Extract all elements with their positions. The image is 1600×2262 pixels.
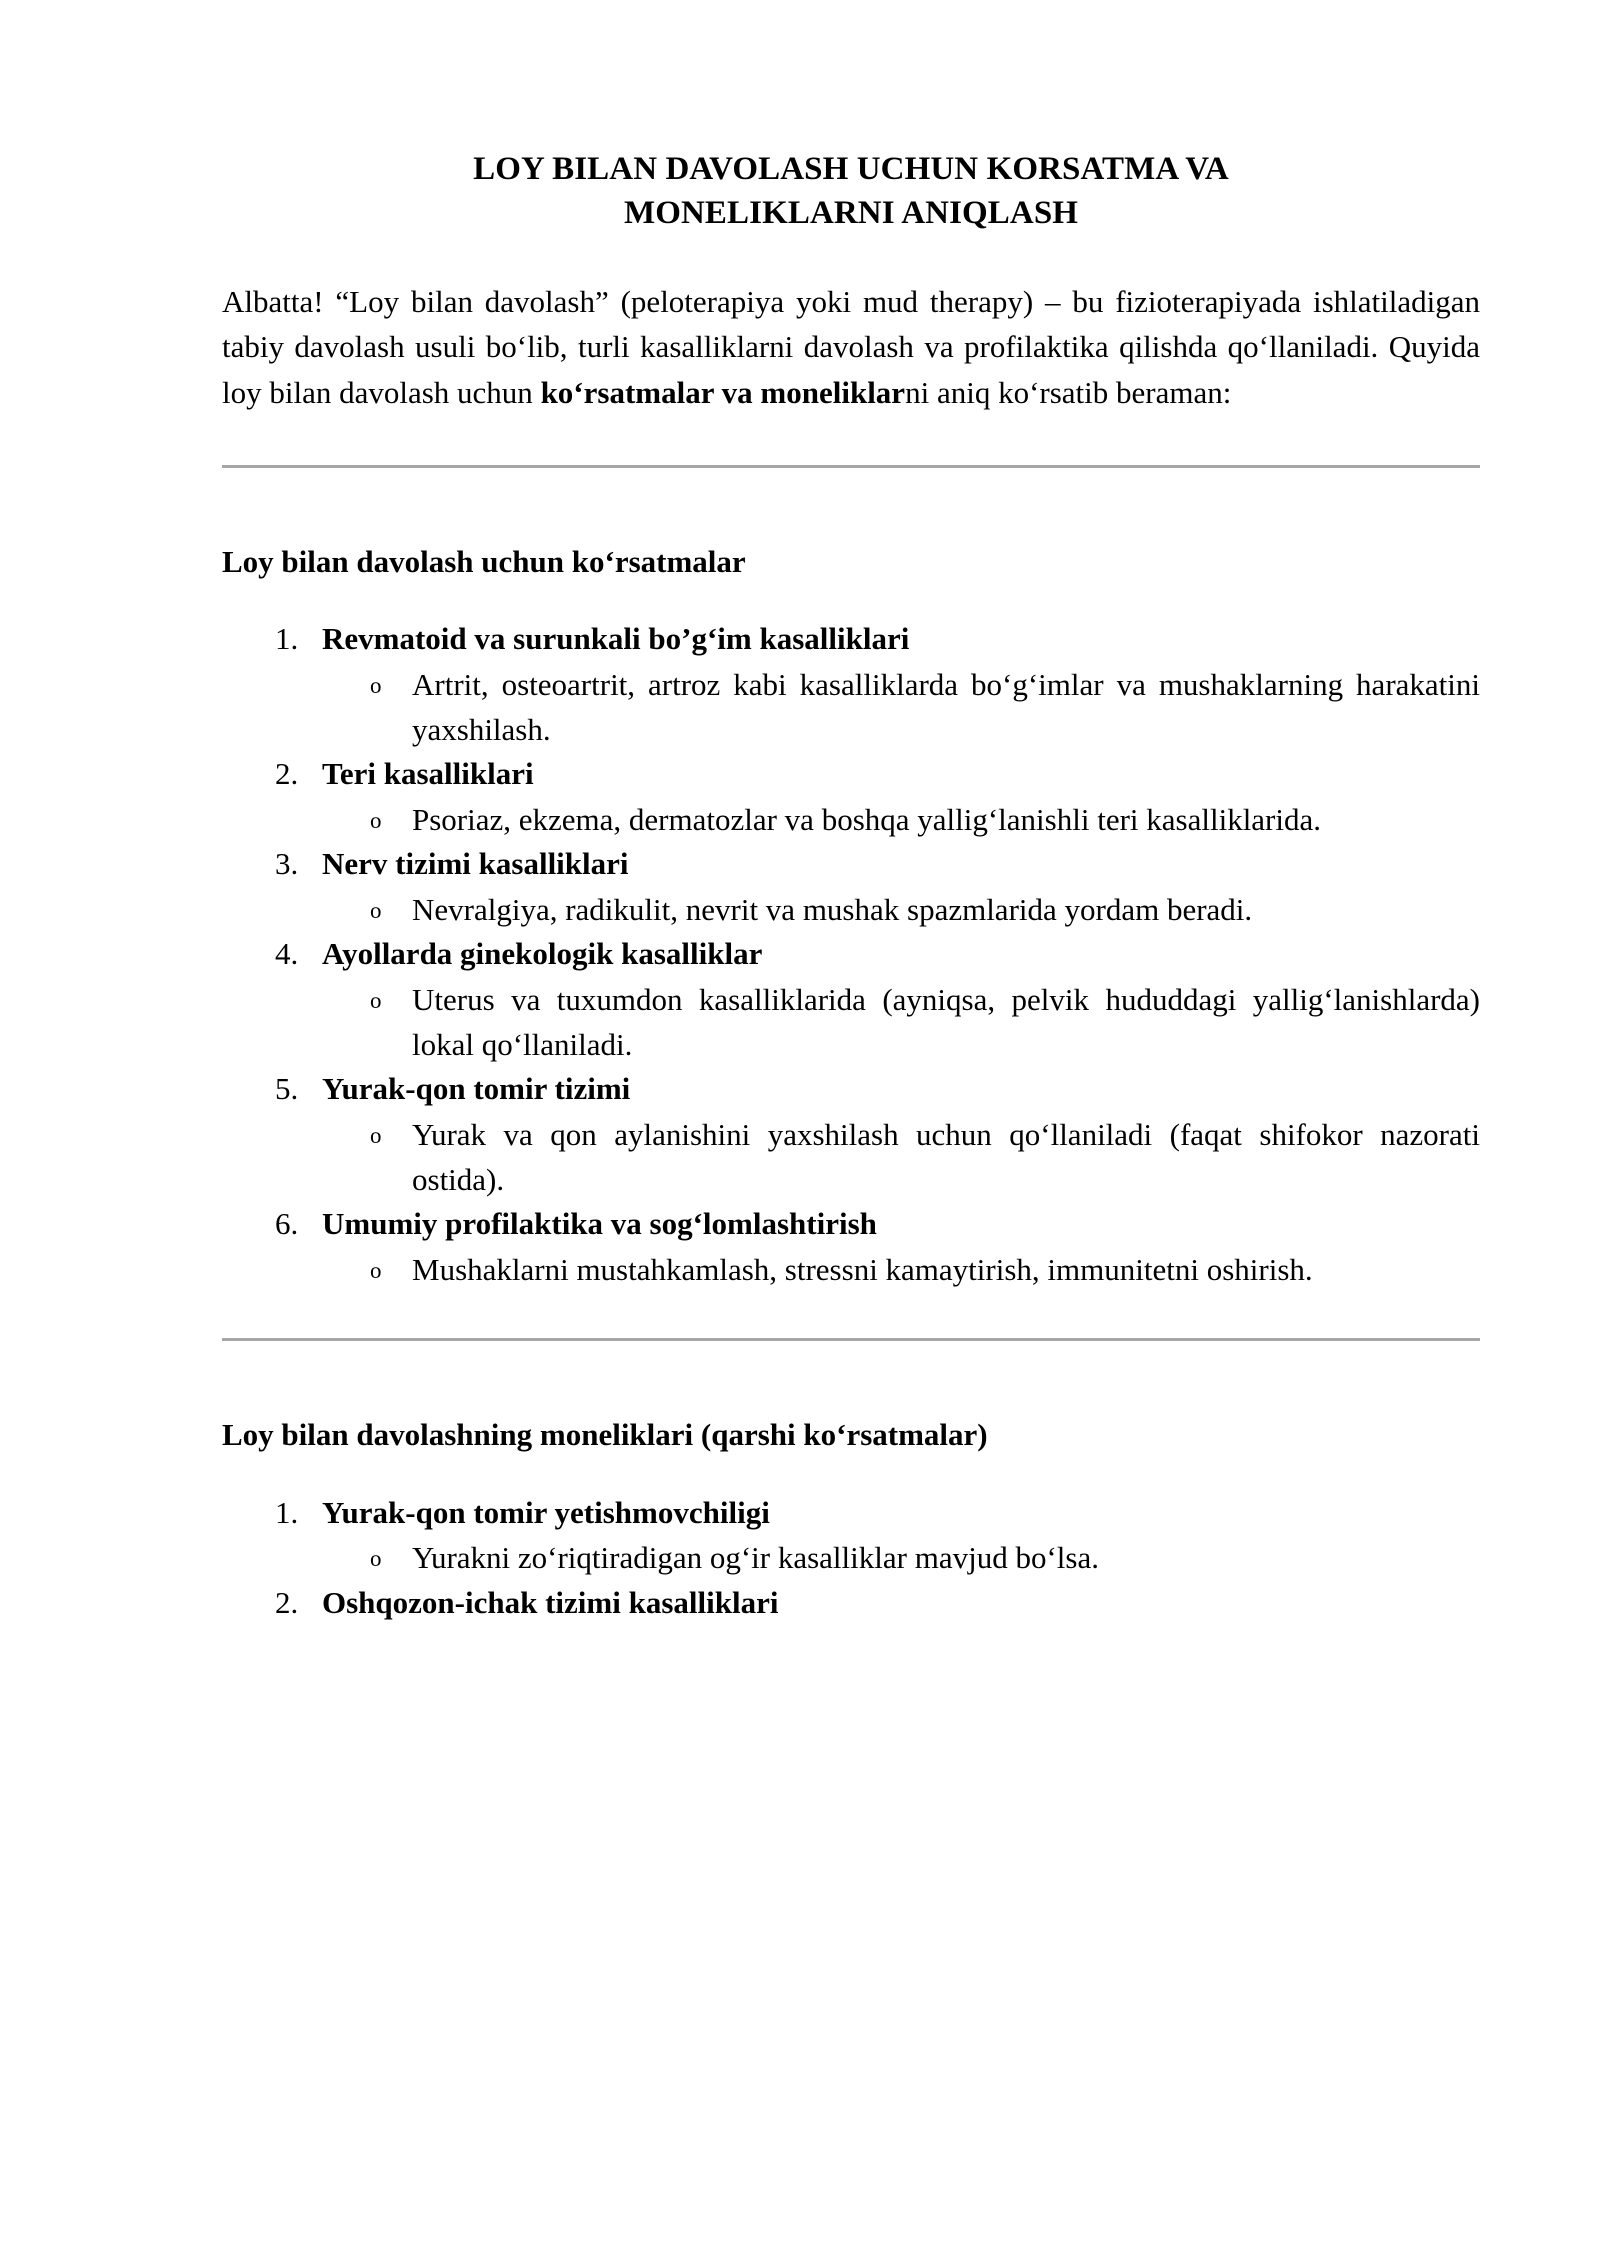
list-item <box>222 1067 1480 1202</box>
sub-bullet-marker: o <box>370 1546 382 1572</box>
contraindications-list <box>222 1457 1480 1626</box>
sub-list <box>322 1535 1480 1580</box>
intro-bold-phrase: ko‘rsatmalar va moneliklar <box>540 374 906 410</box>
list-item-title: Ayollarda ginekologik kasalliklar <box>322 936 763 972</box>
section-heading-indications: Loy bilan davolash uchun ko‘rsatmalar <box>222 543 746 579</box>
list-item-title: Yurak-qon tomir tizimi <box>322 1071 631 1107</box>
sub-list-item-text: Uterus va tuxumdon kasalliklarida (ayniqsa, pelvik hududdagi yallig‘lanishlarda) lokal qo‘llaniladi. <box>412 981 1480 1062</box>
section-heading-contraindications: Loy bilan davolashning moneliklari (qarshi ko‘rsatmalar) <box>222 1417 988 1453</box>
list-item <box>222 842 1480 932</box>
list-item-title: Yurak-qon tomir yetishmovchiligi <box>322 1494 770 1530</box>
list-item <box>222 752 1480 842</box>
list-item-number: 3. <box>275 846 299 882</box>
sub-list <box>322 977 1480 1068</box>
sub-bullet-marker: o <box>370 807 382 833</box>
sub-list-item-text: Yurak va qon aylanishini yaxshilash uchun qo‘llaniladi (faqat shifokor nazorati ostida). <box>412 1116 1480 1198</box>
page-title-line-2: MONELIKLARNI ANIQLASH <box>623 194 1079 231</box>
list-item <box>222 1581 1480 1626</box>
sub-list <box>322 1112 1480 1203</box>
list-item <box>222 617 1480 752</box>
sub-list-item <box>322 1112 1480 1203</box>
sub-list-item-text: Yurakni zo‘riqtiradigan og‘ir kasalliklar mavjud bo‘lsa. <box>412 1540 1099 1576</box>
sub-list-item <box>322 1535 1480 1580</box>
sub-bullet-marker: o <box>370 672 382 698</box>
sub-list <box>322 1247 1480 1292</box>
sub-list-item <box>322 662 1480 753</box>
intro-lead: Albatta! “Loy bilan davolash” (peloterapiya yoki mud therapy) – bu fizioterapiyada ishlatiladigan tabiy davolash usuli bo‘lib, turli kasalliklarni davolash va profilaktika qilishda qo‘llaniladi. Quyida loy bilan davolash uchun <box>222 284 1480 410</box>
sub-list <box>322 797 1480 842</box>
sub-list-item <box>322 977 1480 1068</box>
sub-bullet-marker: o <box>370 987 382 1013</box>
list-item <box>222 1491 1480 1581</box>
list-item-number: 2. <box>275 756 299 792</box>
list-item-number: 2. <box>275 1584 299 1620</box>
sub-list <box>322 662 1480 753</box>
page-title-line-1: LOY BILAN DAVOLASH UCHUN KORSATMA VA <box>473 151 1229 187</box>
list-item-number: 1. <box>275 621 299 657</box>
list-item <box>222 1202 1480 1292</box>
page-title <box>222 0 1480 235</box>
list-item-title: Teri kasalliklari <box>322 756 534 792</box>
list-item-title: Nerv tizimi kasalliklari <box>322 846 629 882</box>
sub-list-item-text: Artrit, osteoartrit, artroz kabi kasalliklarda bo‘g‘imlar va mushaklarning harakatini yaxshilash. <box>412 666 1480 748</box>
list-item-title: Umumiy profilaktika va sog‘lomlashtirish <box>322 1206 877 1242</box>
list-item <box>222 932 1480 1067</box>
sub-list-item <box>322 797 1480 842</box>
sub-list-item-text: Mushaklarni mustahkamlash, stressni kamaytirish, immunitetni oshirish. <box>412 1251 1313 1287</box>
list-item-number: 5. <box>275 1071 299 1107</box>
sub-bullet-marker: o <box>370 1122 382 1148</box>
sub-list-item-text: Psoriaz, ekzema, dermatozlar va boshqa yallig‘lanishli teri kasalliklarida. <box>412 801 1322 837</box>
list-item-title: Revmatoid va surunkali bo’g‘im kasalliklari <box>322 621 910 657</box>
sub-list <box>322 887 1480 932</box>
sub-list-item <box>322 887 1480 932</box>
sub-bullet-marker: o <box>370 1257 382 1283</box>
intro-tail: ni aniq ko‘rsatib beraman: <box>905 374 1232 410</box>
intro-paragraph <box>222 235 1480 415</box>
sub-list-item <box>322 1247 1480 1292</box>
document-content <box>222 0 1480 1625</box>
list-item-number: 1. <box>275 1494 299 1530</box>
sub-bullet-marker: o <box>370 897 382 923</box>
list-item-number: 6. <box>275 1206 299 1242</box>
list-item-title: Oshqozon-ichak tizimi kasalliklari <box>322 1584 779 1620</box>
list-item-number: 4. <box>275 936 299 972</box>
sub-list-item-text: Nevralgiya, radikulit, nevrit va mushak spazmlarida yordam beradi. <box>412 891 1253 927</box>
indications-list <box>222 583 1480 1292</box>
